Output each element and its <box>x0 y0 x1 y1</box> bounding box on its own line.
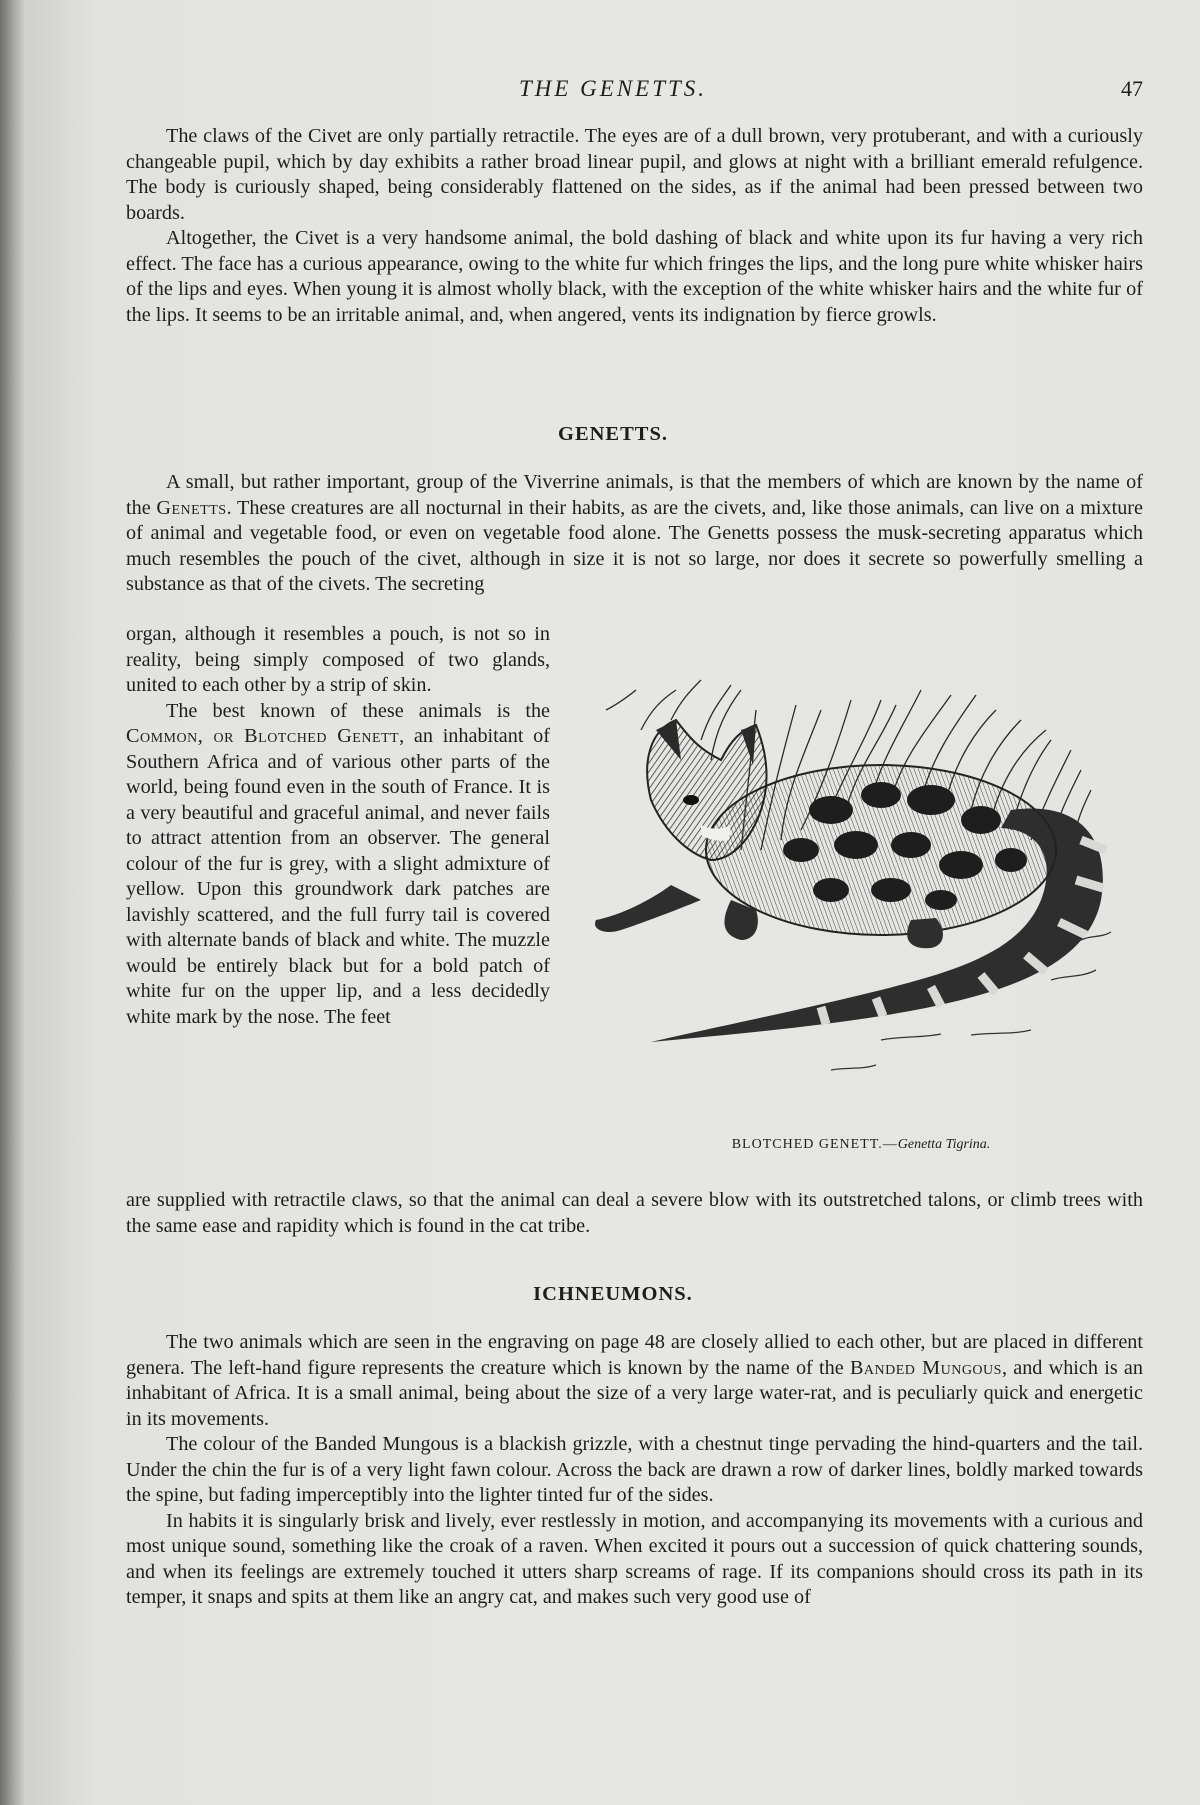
paragraph: Altogether, the Civet is a very handsome animal, the bold dashing of black and white upon its fur having a very rich effect. The face has a curious appearance, owing to the white fur which fringes the lips, and the long pure white whisker hairs of the lips and eyes. When young it is almost wholly black, with the exception of the white whisker hairs and the white fur of the lips. It seems to be an irritable animal, and, when angered, vents its indignation by fierce growls. <box>126 227 1143 326</box>
page-number: 47 <box>1121 76 1143 101</box>
ichneumons-paragraphs <box>126 1330 1143 1611</box>
genett-engraving-illustration <box>581 650 1141 1130</box>
paragraph <box>126 1330 1143 1432</box>
running-title: THE GENETTS. <box>518 76 708 101</box>
paragraph: The colour of the Banded Mungous is a blackish grizzle, with a chestnut tinge pervading the hind-quarters and the tail. Under the chin the fur is of a very light fawn colour. Across the back are drawn a row of darker lines, boldly marked towards the spine, but fading imperceptibly into the lighter tinted fur of the sides. <box>126 1433 1143 1506</box>
book-page <box>26 0 1200 1805</box>
genett-hindleg <box>907 918 943 948</box>
section-heading-ichneumons: ICHNEUMONS. <box>533 1283 693 1305</box>
text-run: , and which is an inhabitant of Africa. It is a small animal, being about the size of a very large water-rat, and is peculiarly quick and energetic in its movements. <box>126 1356 1143 1430</box>
figure-caption <box>581 1137 1141 1153</box>
section-heading-genetts: GENETTS. <box>558 423 668 445</box>
paragraph: organ, although it resembles a pouch, is not so in reality, being simply composed of two glands, united to each other by a strip of skin. <box>126 623 550 696</box>
book-binding-edge <box>0 0 26 1805</box>
text-run: The two animals which are seen in the engraving on page 48 are closely allied to each other, but are placed in different genera. The left-hand figure represents the creature which is known by the name of the <box>126 1331 1143 1379</box>
genetts-narrow-column <box>126 622 550 1030</box>
running-head <box>26 76 1200 110</box>
genetts-intro <box>126 470 1143 598</box>
small-caps-name: Common, or Blotched Genett <box>126 725 400 747</box>
paragraph: are supplied with retractile claws, so that the animal can deal a severe blow with its outstretched talons, or climb trees with the same ease and rapidity which is found in the cat tribe. <box>126 1189 1143 1237</box>
civet-paragraphs <box>126 124 1143 328</box>
caption-text: BLOTCHED GENETT.— <box>731 1137 898 1152</box>
caption-latin-name: Genetta Tigrina. <box>897 1137 991 1152</box>
text-run: A small, but rather important, group of the Viverrine animals, is that the members of which are known by the name of the <box>126 471 1143 519</box>
genett-engraving-figure <box>581 650 1141 1152</box>
text-run: . These creatures are all nocturnal in their habits, as are the civets, and, like those animals, can live on a mixture of animal and vegetable food, or even on vegetable food alone. The Genetts possess the musk-secreting apparatus which much resembles the pouch of the civet, although in size it is not so large, nor does it secrete so powerfully smelling a substance as that of the civets. The secreting <box>126 496 1143 595</box>
genetts-continuation <box>126 1188 1143 1239</box>
text-run: , an inhabitant of Southern Africa and of various other parts of the world, being found even in the south of France. It is a very beautiful and graceful animal, and never fails to attract attention from an observer. The general colour of the fur is grey, with a slight admixture of yellow. Upon this groundwork dark patches are lavishly scattered, and the full furry tail is covered with alternate bands of black and white. The muzzle would be entirely black but for a bold patch of white fur on the upper lip, and a less decidedly white mark by the nose. The feet <box>126 725 550 1028</box>
genett-foreleg <box>595 885 701 932</box>
paragraph <box>126 699 550 1031</box>
genett-eye <box>683 795 699 805</box>
small-caps-name: Genetts <box>156 496 227 519</box>
paragraph <box>126 470 1143 598</box>
text-run: The best known of these animals is the <box>166 699 550 722</box>
paragraph: In habits it is singularly brisk and lively, ever restlessly in motion, and accompanying its movements with a curious and most unique sound, something like the croak of a raven. When excited it pours out a succession of quick chattering sounds, and when its feelings are extremely touched it utters sharp screams of rage. If its companions should cross its path in its temper, it snaps and spits at them like an angry cat, and makes such very good use of <box>126 1509 1143 1608</box>
small-caps-name: Banded Mungous <box>849 1356 1002 1379</box>
paragraph: The claws of the Civet are only partially retractile. The eyes are of a dull brown, very protuberant, and with a curiously changeable pupil, which by day exhibits a rather broad linear pupil, and glows at night with a brilliant emerald refulgence. The body is curiously shaped, being considerably flattened on the sides, as if the animal had been pressed between two boards. <box>126 125 1143 224</box>
